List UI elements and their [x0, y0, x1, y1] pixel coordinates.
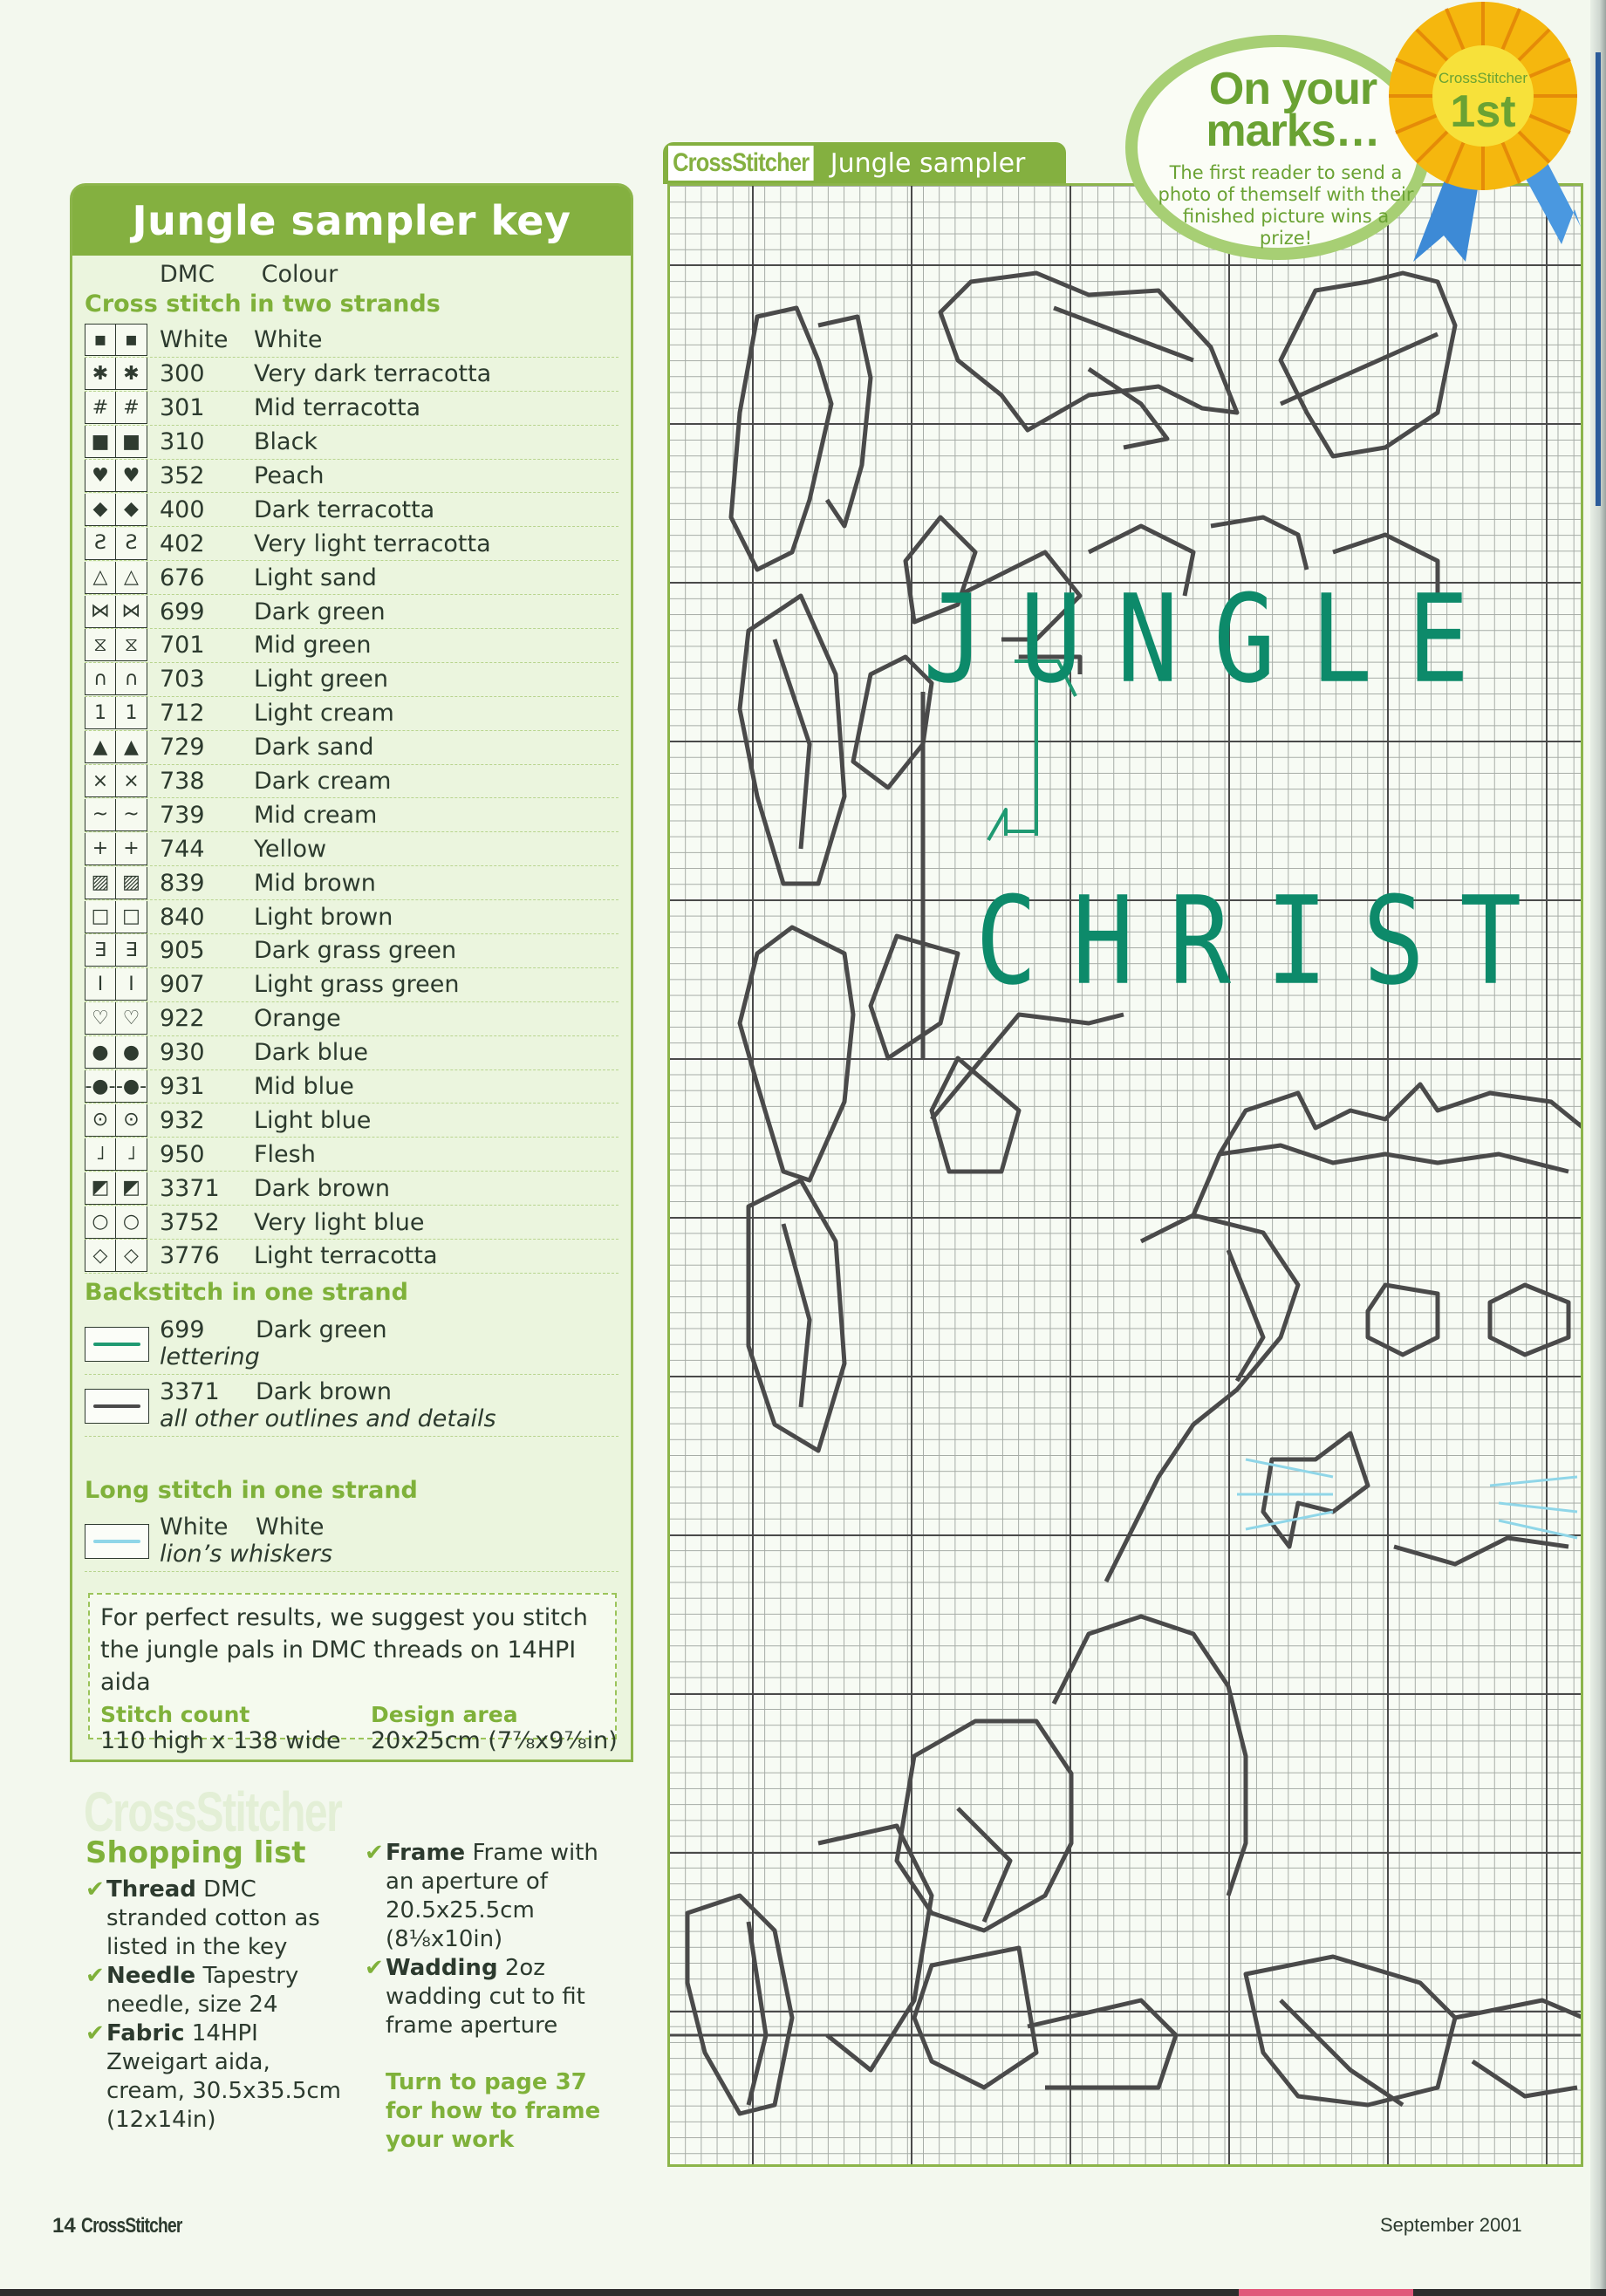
colour-name: Light green	[254, 666, 388, 694]
stitch-symbol-icon: ∩	[116, 663, 147, 695]
shopping-item	[365, 1954, 626, 2040]
check-icon: ✔	[365, 1955, 384, 1981]
footer-page-number: 14 CrossStitcher	[52, 2214, 182, 2238]
colour-name: Dark brown	[256, 1378, 393, 1405]
key-row	[85, 900, 618, 934]
dmc-number: 930	[160, 1039, 205, 1067]
colour-name: White	[256, 1514, 325, 1541]
dmc-number: 950	[160, 1140, 205, 1168]
key-title: Jungle sampler key	[72, 186, 631, 256]
dmc-number: 699	[160, 598, 205, 625]
dmc-number: 699	[160, 1316, 205, 1343]
key-row	[85, 832, 618, 866]
key-row	[85, 1172, 618, 1206]
chart-word-jungle: JUNGLE	[923, 568, 1505, 710]
dmc-number: White	[160, 326, 229, 354]
stitch-symbol-icon: ∃	[116, 934, 147, 967]
dmc-number: 744	[160, 835, 205, 863]
stitch-symbol-icon: 1	[116, 697, 147, 729]
dmc-number: 701	[160, 632, 205, 659]
item-detail: DMC stranded cotton as listed in the key	[106, 1876, 320, 1960]
stitch-usage: lettering	[160, 1343, 260, 1370]
stitch-symbol-icon: ◆	[85, 494, 116, 526]
stitch-symbol-icon: -●-	[116, 1070, 147, 1103]
dmc-number: 3752	[160, 1208, 220, 1236]
shopping-item	[85, 1876, 347, 1962]
stitch-symbol-icon: ✱	[85, 358, 116, 390]
info-text: For perfect results, we suggest you stitch the jungle pals in DMC threads on 14HPI aida	[100, 1604, 588, 1696]
key-panel	[70, 183, 633, 1762]
dmc-number: 310	[160, 428, 205, 456]
colour-name: Peach	[254, 462, 325, 489]
stitch-symbol-icon: ♡	[116, 1002, 147, 1035]
stitch-symbol-icon: ▨	[85, 867, 116, 899]
stitch-symbol-icon: □	[85, 901, 116, 933]
colour-name: Light sand	[254, 564, 377, 591]
dmc-number: 922	[160, 1005, 205, 1033]
check-icon: ✔	[85, 2020, 105, 2047]
badge-text: The first reader to send a photo of themself with their finished picture wins a prize!	[1158, 162, 1414, 249]
dmc-number: 676	[160, 564, 205, 591]
key-row	[85, 561, 618, 595]
stitch-symbol-icon: ~	[85, 799, 116, 831]
colour-name: White	[254, 326, 323, 354]
key-row	[85, 527, 618, 561]
cross-stitch-title: Cross stitch in two strands	[85, 290, 441, 318]
stitch-symbol-icon: △	[116, 562, 147, 594]
colour-name: Mid brown	[254, 869, 376, 897]
check-icon: ✔	[365, 1840, 384, 1866]
stitch-symbol-icon: +	[85, 833, 116, 865]
key-row	[85, 798, 618, 832]
bottom-edge	[0, 2289, 1606, 2296]
dmc-number: 739	[160, 801, 205, 829]
turn-to-page-note: Turn to page 37 for how to frame your work	[386, 2069, 601, 2153]
dmc-number: 712	[160, 700, 205, 728]
key-row	[85, 697, 618, 731]
key-row	[85, 493, 618, 527]
colour-name: Light brown	[254, 903, 393, 931]
stitch-symbol-icon: ♥	[116, 460, 147, 492]
col-dmc: DMC	[160, 261, 215, 288]
stitch-symbol-icon: ⧖	[85, 629, 116, 661]
dmc-number: 400	[160, 495, 205, 523]
colour-name: Light grass green	[254, 971, 460, 999]
stitch-symbol-icon: ˩	[116, 1138, 147, 1171]
dmc-number: 3371	[160, 1378, 220, 1405]
stitch-symbol-icon: ◆	[116, 494, 147, 526]
cross-stitch-chart	[667, 183, 1583, 2167]
badge-headline: On your marks…	[1206, 64, 1380, 156]
fabric-info-box	[88, 1593, 618, 1754]
long-stitch-title: Long stitch in one strand	[85, 1477, 418, 1504]
item-name: Fabric	[106, 2020, 185, 2047]
key-row	[85, 595, 618, 629]
stitch-symbol-icon: ×	[85, 765, 116, 797]
stitch-symbol-icon: ▲	[116, 731, 147, 763]
colour-name: Light cream	[254, 700, 394, 728]
stitch-symbol-icon: ∃	[85, 934, 116, 967]
colour-name: Yellow	[254, 835, 327, 863]
stitch-symbol-icon: ▪	[85, 324, 116, 356]
stitch-symbol-icon: ⧖	[116, 629, 147, 661]
stitch-symbol-icon: ◇	[116, 1240, 147, 1272]
chart-tab	[663, 142, 1066, 184]
colour-name: Mid terracotta	[254, 394, 421, 422]
stitch-symbol-icon: ˩	[85, 1138, 116, 1171]
key-row	[85, 629, 618, 663]
key-row	[85, 460, 618, 494]
stitch-symbol-icon: ◇	[85, 1240, 116, 1272]
item-name: Wadding	[386, 1955, 498, 1981]
stitch-symbol-icon: Ƨ	[116, 528, 147, 560]
key-row	[85, 1002, 618, 1036]
line-swatch-icon	[85, 1389, 149, 1424]
dmc-number: 931	[160, 1073, 205, 1101]
stitch-count-value: 110 high x 138 wide	[100, 1727, 341, 1754]
colour-name: Dark brown	[254, 1174, 391, 1202]
stitch-symbol-icon: ◩	[85, 1172, 116, 1205]
key-row	[85, 1036, 618, 1070]
item-detail: Frame with an aperture of 20.5x25.5cm (8⅛x10in)	[386, 1840, 598, 1952]
colour-name: Flesh	[254, 1140, 316, 1168]
colour-name: Light terracotta	[254, 1242, 438, 1270]
colour-name: Very light blue	[254, 1208, 425, 1236]
line-swatch-icon	[85, 1327, 149, 1362]
stitch-symbol-icon: #	[85, 392, 116, 424]
brand-watermark: CrossStitcher	[84, 1780, 342, 1843]
stitch-symbol-icon: Ƨ	[85, 528, 116, 560]
stitch-symbol-icon: ○	[85, 1206, 116, 1239]
dmc-number: White	[160, 1514, 229, 1541]
stitch-symbol-icon: ●	[116, 1036, 147, 1069]
colour-name: Dark cream	[254, 768, 392, 796]
stitch-count-label: Stitch count	[100, 1702, 250, 1727]
backstitch-list	[85, 1313, 618, 1437]
item-detail: 2oz wadding cut to fit frame aperture	[386, 1955, 585, 2039]
dmc-number: 301	[160, 394, 205, 422]
stitch-symbol-icon: □	[116, 901, 147, 933]
key-row	[85, 866, 618, 900]
stitch-usage: all other outlines and details	[160, 1405, 496, 1432]
design-area-label: Design area	[371, 1702, 518, 1727]
shopping-list	[70, 1773, 637, 2156]
shopping-left-column	[85, 1876, 347, 2135]
key-row	[85, 663, 618, 697]
colour-name: Dark green	[254, 598, 386, 625]
stitch-symbol-icon: ⊙	[116, 1104, 147, 1137]
stitch-symbol-icon: ♡	[85, 1002, 116, 1035]
dmc-number: 402	[160, 530, 205, 557]
stitch-symbol-icon: ×	[116, 765, 147, 797]
dmc-number: 352	[160, 462, 205, 489]
colour-name: Dark grass green	[254, 937, 457, 965]
key-row	[85, 731, 618, 765]
stitch-line-item	[85, 1313, 618, 1375]
key-row	[85, 358, 618, 392]
key-row	[85, 934, 618, 968]
colour-name: Mid green	[254, 632, 372, 659]
stitch-symbol-icon: +	[116, 833, 147, 865]
stitch-symbol-icon: ▲	[85, 731, 116, 763]
key-row	[85, 968, 618, 1002]
item-name: Needle	[106, 1963, 196, 1989]
stitch-symbol-icon: ⊙	[85, 1104, 116, 1137]
key-row	[85, 1070, 618, 1104]
dmc-number: 907	[160, 971, 205, 999]
stitch-symbol-icon: ∩	[85, 663, 116, 695]
dmc-number: 905	[160, 937, 205, 965]
dmc-number: 300	[160, 360, 205, 388]
check-icon: ✔	[85, 1876, 105, 1903]
backstitch-title: Backstitch in one strand	[85, 1279, 408, 1306]
stitch-symbol-icon: #	[116, 392, 147, 424]
stitch-symbol-icon: ⋈	[116, 596, 147, 628]
long-stitch-list	[85, 1510, 618, 1572]
dmc-number: 729	[160, 734, 205, 762]
stitch-symbol-icon: -●-	[85, 1070, 116, 1103]
key-row	[85, 765, 618, 799]
key-row	[85, 324, 618, 358]
stitch-symbol-icon: ⋈	[85, 596, 116, 628]
colour-name: Mid blue	[254, 1073, 354, 1101]
colour-name: Light blue	[254, 1106, 372, 1134]
shopping-item	[365, 1839, 626, 1954]
shopping-item	[85, 1962, 347, 2019]
stitch-symbol-icon: ●	[85, 1036, 116, 1069]
chart-brand: CrossStitcher	[668, 146, 813, 181]
key-row	[85, 426, 618, 460]
key-column-headers	[160, 261, 338, 288]
dmc-number: 738	[160, 768, 205, 796]
item-name: Frame	[386, 1840, 466, 1866]
stitch-line-item	[85, 1510, 618, 1572]
shopping-right-column	[365, 1839, 626, 2155]
item-name: Thread	[106, 1876, 196, 1903]
design-area-value: 20x25cm (7⅞x9⅞in)	[371, 1727, 618, 1754]
key-row	[85, 392, 618, 426]
col-colour: Colour	[261, 261, 338, 288]
stitch-symbol-icon: ■	[116, 426, 147, 458]
key-row	[85, 1206, 618, 1240]
dmc-number: 932	[160, 1106, 205, 1134]
cross-stitch-list	[85, 324, 618, 1274]
stitch-symbol-icon: ▪	[116, 324, 147, 356]
key-row	[85, 1138, 618, 1172]
colour-name: Mid cream	[254, 801, 378, 829]
stitch-usage: lion’s whiskers	[160, 1541, 333, 1568]
colour-name: Black	[254, 428, 318, 456]
dmc-number: 3371	[160, 1174, 220, 1202]
key-row	[85, 1240, 618, 1274]
shopping-item	[85, 2019, 347, 2135]
check-icon: ✔	[85, 1963, 105, 1989]
item-detail: 14HPI Zweigart aida, cream, 30.5x35.5cm (12x14in)	[106, 2020, 341, 2133]
colour-name: Dark terracotta	[254, 495, 435, 523]
stitch-symbol-icon: I	[116, 968, 147, 1001]
stitch-symbol-icon: ◩	[116, 1172, 147, 1205]
stitch-symbol-icon: 1	[85, 697, 116, 729]
rosette-icon	[1378, 0, 1581, 270]
colour-name: Dark green	[256, 1316, 387, 1343]
key-row	[85, 1104, 618, 1138]
dmc-number: 840	[160, 903, 205, 931]
colour-name: Very light terracotta	[254, 530, 491, 557]
item-detail: Tapestry needle, size 24	[106, 1963, 299, 2018]
stitch-symbol-icon: ○	[116, 1206, 147, 1239]
colour-name: Orange	[254, 1005, 341, 1033]
stitch-symbol-icon: ✱	[116, 358, 147, 390]
stitch-symbol-icon: ♥	[85, 460, 116, 492]
colour-name: Dark sand	[254, 734, 374, 762]
svg-text:1st: 1st	[1450, 86, 1516, 137]
chart-outlines	[670, 186, 1583, 2167]
page-edge	[1590, 0, 1606, 2296]
colour-name: Dark blue	[254, 1039, 369, 1067]
chart-word-christ: CHRIST	[975, 870, 1557, 1012]
shopping-title: Shopping list	[85, 1835, 306, 1870]
chart-title: Jungle sampler	[830, 147, 1026, 179]
colour-name: Very dark terracotta	[254, 360, 492, 388]
footer-issue-date: September 2001	[1380, 2214, 1522, 2236]
dmc-number: 3776	[160, 1242, 220, 1270]
stitch-symbol-icon: ■	[85, 426, 116, 458]
stitch-symbol-icon: I	[85, 968, 116, 1001]
dmc-number: 703	[160, 666, 205, 694]
stitch-symbol-icon: ▨	[116, 867, 147, 899]
svg-text:CrossStitcher: CrossStitcher	[1438, 70, 1528, 86]
line-swatch-icon	[85, 1524, 149, 1559]
stitch-symbol-icon: △	[85, 562, 116, 594]
dmc-number: 839	[160, 869, 205, 897]
stitch-line-item	[85, 1375, 618, 1437]
stitch-symbol-icon: ~	[116, 799, 147, 831]
